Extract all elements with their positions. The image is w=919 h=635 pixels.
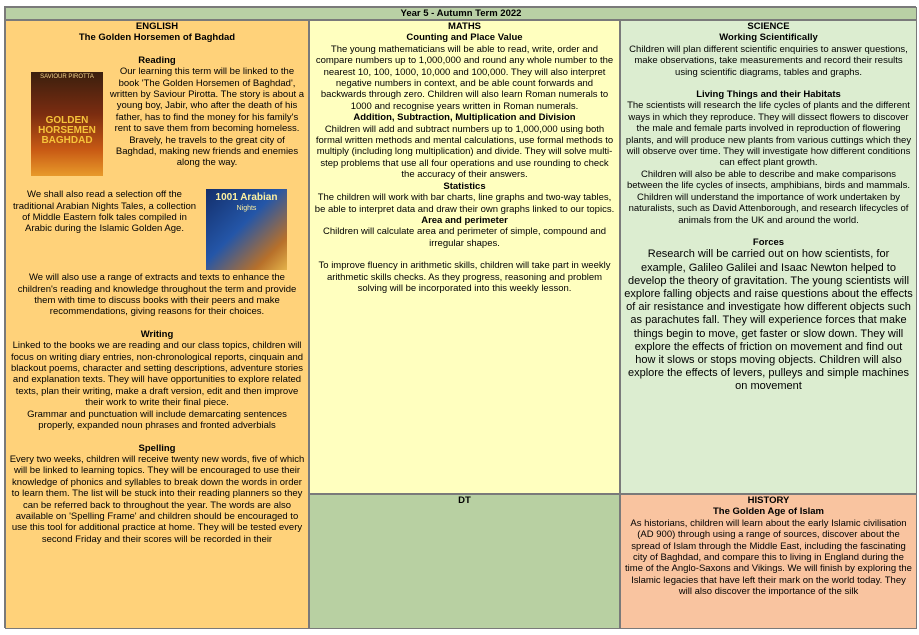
grammar-text: Grammar and punctuation will include demarcating sentences properly, expanded noun phrases and fronted adverbials: [27, 408, 287, 432]
english-panel: [5, 20, 309, 629]
fluency-text: To improve fluency in arithmetic skills, children will take part in weekly arithmetic skills checks. As they progress, reasoning and problem solving will be incorporated into this weekly lesson.: [318, 260, 611, 294]
curriculum-table: [4, 6, 916, 628]
living-things-text-2: Children will also be able to describe and make comparisons between the life cycles of insects, amphibians, birds and mammals.: [626, 168, 911, 192]
ws-text: Children will plan different scientific enquiries to answer questions, make observations, take measurements and record their results using scientific diagrams, tables and graphs.: [629, 43, 908, 78]
counting-title: Counting and Place Value: [406, 32, 523, 44]
history-heading: HISTORY: [747, 495, 790, 506]
addsub-title: Addition, Subtraction, Multiplication and Division: [353, 112, 576, 124]
maths-panel: [309, 20, 620, 494]
science-panel: [620, 20, 917, 494]
history-panel: [620, 494, 917, 629]
counting-text: The young mathematicians will be able to read, write, order and compare numbers up to 1,000,000 and round any whole number to the nearest 10, 100, 1000, 10,000 and 100,000. They will also interpret negative numbers in context, and be able count forwards and backwards through zero. Children will also learn Roman numerals to 1000 and recognise years written in Roman numerals.: [315, 43, 614, 112]
area-text: Children will calculate area and perimeter of simple, compound and irregular shapes.: [322, 226, 607, 249]
english-subheading: The Golden Horsemen of Baghdad: [78, 32, 236, 44]
dt-panel: [309, 494, 620, 629]
book2-subtitle: Nights: [236, 205, 257, 213]
golden-horsemen-book-cover: [31, 72, 103, 176]
book2-title: 1001 Arabian: [215, 192, 278, 204]
history-subheading: The Golden Age of Islam: [712, 506, 825, 518]
forces-title: Forces: [752, 236, 785, 248]
term-title: Year 5 - Autumn Term 2022: [5, 7, 917, 20]
book1-author: SAVIOUR PIROTTA: [40, 74, 94, 81]
statistics-text: The children will work with bar charts, line graphs and two-way tables, be able to interpret data and draw their own graphs linked to our topics.: [314, 192, 615, 215]
reading-text: Our learning this term will be linked to the book 'The Golden Horsemen of Baghdad', written by Saviour Pirotta. The story is about a young boy, Jabir, who after the death of his father, has to find the money for his family's rent to save them from becoming homeless. Bravely, he travels to the great city of Baghdad, making new friends and enemies along the way.: [109, 66, 305, 169]
english-heading: ENGLISH: [135, 21, 179, 32]
living-things-text-3: Children will understand the importance of work undertaken by naturalists, such as David Attenborough, and research lifecycles of animals from the UK and around the world.: [628, 191, 909, 226]
forces-text: Research will be carried out on how scientists, for example, Galileo Galilei and Isaac Newton helped to develop the theory of gravitation. The young scientists will explore falling objects and raise questions about the effects of air resistance and investigate how different objects such as parachutes fall. They will experience forces that make things begin to move, get faster or slow down. They will explore the effects of friction on movement and find out how it slows or stops moving objects. Children will also explore the effects of levers, pulleys and simple machines on movement: [624, 248, 913, 393]
extracts-text: We will also use a range of extracts and texts to enhance the children's reading and knowledge throughout the term and provide them with time to discuss books with their peers and make recommendations, giving reasons for their choices.: [17, 272, 297, 318]
maths-heading: MATHS: [447, 21, 482, 32]
writing-title: Writing: [140, 328, 174, 340]
history-text: As historians, children will learn about the early Islamic civilisation (AD 900) through using a range of sources, discover about the spread of Islam through the Middle East, including the fascinating city of Baghdad, and compare this to living in England during the time of the Anglo-Saxons and Vikings. We will finish by exploring the Islamic legacies that have left their mark on the world today. They will also discover the importance of the silk: [625, 517, 912, 598]
arabian-text: We shall also read a selection off the traditional Arabian Nights Tales, a collection of Middle Eastern folk tales compiled in Arabic during the Islamic Golden Age.: [12, 189, 197, 235]
addsub-text: Children will add and subtract numbers up to 1,000,000 using both formal written methods and mental calculations, use formal methods to multiply (including long multiplication) and divide. They will solve multi-step problems that use all four operations and use rounding to check the accuracy of their answers.: [315, 123, 614, 181]
ws-title: Working Scientifically: [719, 32, 818, 44]
science-heading: SCIENCE: [747, 21, 790, 32]
area-title: Area and perimeter: [421, 214, 508, 226]
living-things-text-1: The scientists will research the life cycles of plants and the different ways in which they reproduce. They will dissect flowers to discover the male and female parts involved in reproduction of flowering plants, and will produce new plants from various cuttings which they will observe over time. They will investigate how different conditions can effect plant growth.: [625, 100, 912, 169]
reading-title: Reading: [138, 54, 176, 66]
arabian-nights-book-cover: [206, 189, 287, 270]
writing-text: Linked to the books we are reading and our class topics, children will focus on writing diary entries, non-chronological reports, cinquain and blackout poems, character and setting descriptions, adventure stories and explanation texts. They will have opportunities to explore related texts, plan their writing, make a draft version, edit and then improve their work to write their final piece.: [10, 340, 304, 409]
spelling-text: Every two weeks, children will receive twenty new words, five of which will be linked to learning topics. They will be encouraged to use their knowledge of phonics and syllables to break down the words in order to learn them. The list will be stuck into their reading planners so they can be referred back to throughout the year. The words are also available on 'Spelling Frame' and children should be encouraged to use this tool for additional practice at home. They will be tested every second Friday and their scores will be recorded in their: [9, 453, 305, 545]
dt-heading: DT: [458, 495, 471, 506]
statistics-title: Statistics: [443, 180, 486, 192]
spelling-title: Spelling: [138, 442, 176, 454]
living-things-title: Living Things and their Habitats: [696, 89, 841, 101]
book1-title: GOLDEN HORSEMEN BAGHDAD: [38, 115, 96, 147]
